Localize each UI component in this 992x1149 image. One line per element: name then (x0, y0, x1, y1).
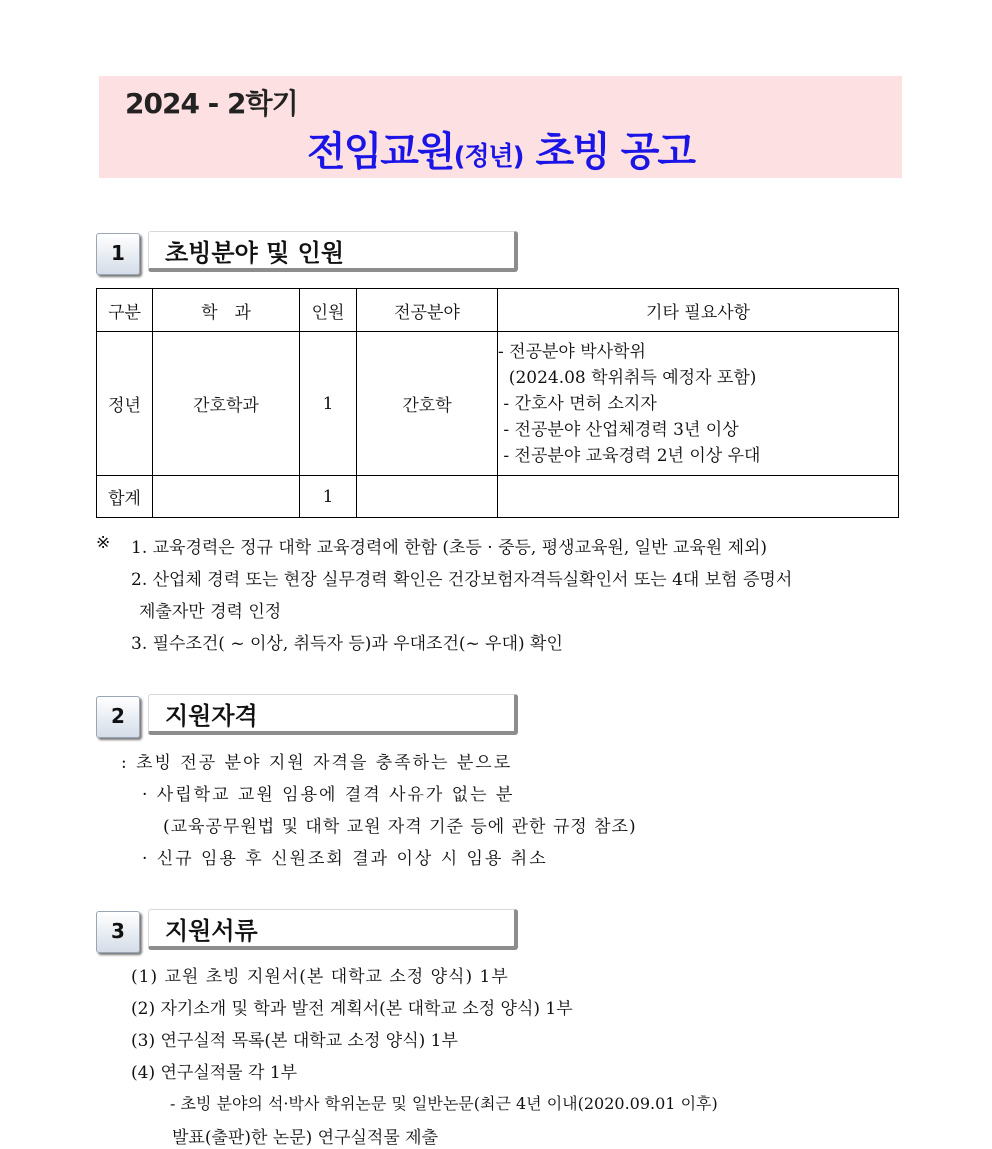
document-detail: - 초빙 분야의 석·박사 학위논문 및 일반논문(최근 4년 이내(2020.09.01 이후) (170, 1094, 718, 1113)
requirement-item: (2024.08 학위취득 예정자 포함) (498, 367, 757, 388)
cell-total-count: 1 (300, 476, 357, 518)
section-title: 지원자격 (148, 694, 518, 735)
section-number-badge: 3 (96, 911, 140, 953)
section-2-header (96, 694, 526, 740)
document-item: (4) 연구실적물 각 1부 (131, 1063, 298, 1083)
note-mark: ※ (96, 533, 111, 553)
qualification-line: · 신규 임용 후 신원조회 결과 이상 시 임용 취소 (142, 849, 548, 869)
section-title: 초빙분야 및 인원 (148, 231, 518, 272)
page-title (99, 120, 902, 177)
col-header-major: 전공분야 (357, 289, 498, 332)
note-item: 3. 필수조건( ~ 이상, 취득자 등)과 우대조건(~ 우대) 확인 (131, 634, 563, 654)
title-end: 초빙 공고 (523, 129, 694, 175)
cell-count: 1 (300, 332, 357, 476)
requirement-item: - 전공분야 교육경력 2년 이상 우대 (498, 445, 761, 466)
announcement-banner (99, 76, 902, 178)
section-title: 지원서류 (148, 909, 518, 950)
document-detail: 발표(출판)한 논문) 연구실적물 제출 (172, 1128, 439, 1148)
note-item: 2. 산업체 경력 또는 현장 실무경력 확인은 건강보험자격득실확인서 또는 4대 보험 증명서 (131, 570, 793, 590)
section-number-badge: 1 (96, 233, 140, 275)
requirement-item: - 간호사 면허 소지자 (498, 393, 657, 414)
qualification-line: : 초빙 전공 분야 지원 자격을 충족하는 분으로 (121, 753, 513, 773)
section-1-header (96, 231, 526, 277)
requirement-item: - 전공분야 박사학위 (498, 341, 646, 362)
table-header-row (97, 289, 899, 332)
table-row (97, 332, 899, 476)
note-item: 1. 교육경력은 정규 대학 교육경력에 한함 (초등 · 중등, 평생교육원, 일반 교육원 제외) (131, 538, 768, 558)
document-item: (1) 교원 초빙 지원서(본 대학교 소정 양식) 1부 (131, 967, 509, 987)
recruitment-table (96, 288, 899, 518)
cell-total-label: 합계 (97, 476, 153, 518)
table-total-row (97, 476, 899, 518)
document-item: (2) 자기소개 및 학과 발전 계획서(본 대학교 소정 양식) 1부 (131, 999, 573, 1019)
cell-dept: 간호학과 (153, 332, 300, 476)
col-header-dept: 학 과 (153, 289, 300, 332)
cell-empty (498, 476, 899, 518)
cell-major: 간호학 (357, 332, 498, 476)
cell-requirements (498, 332, 899, 476)
cell-empty (153, 476, 300, 518)
qualification-line: (교육공무원법 및 대학 교원 자격 기준 등에 관한 규정 참조) (163, 817, 637, 837)
title-paren: (정년) (453, 142, 524, 172)
note-item: 제출자만 경력 인정 (139, 602, 282, 622)
cell-empty (357, 476, 498, 518)
title-main: 전임교원 (307, 129, 454, 175)
requirement-item: - 전공분야 산업체경력 3년 이상 (498, 419, 739, 440)
qualification-line: · 사립학교 교원 임용에 결격 사유가 없는 분 (142, 785, 515, 805)
document-item: (3) 연구실적 목록(본 대학교 소정 양식) 1부 (131, 1031, 458, 1051)
col-header-type: 구분 (97, 289, 153, 332)
col-header-count: 인원 (300, 289, 357, 332)
section-3-header (96, 909, 526, 955)
section-number-badge: 2 (96, 696, 140, 738)
col-header-requirements: 기타 필요사항 (498, 289, 899, 332)
cell-type: 정년 (97, 332, 153, 476)
semester-label: 2024 - 2학기 (125, 87, 298, 120)
